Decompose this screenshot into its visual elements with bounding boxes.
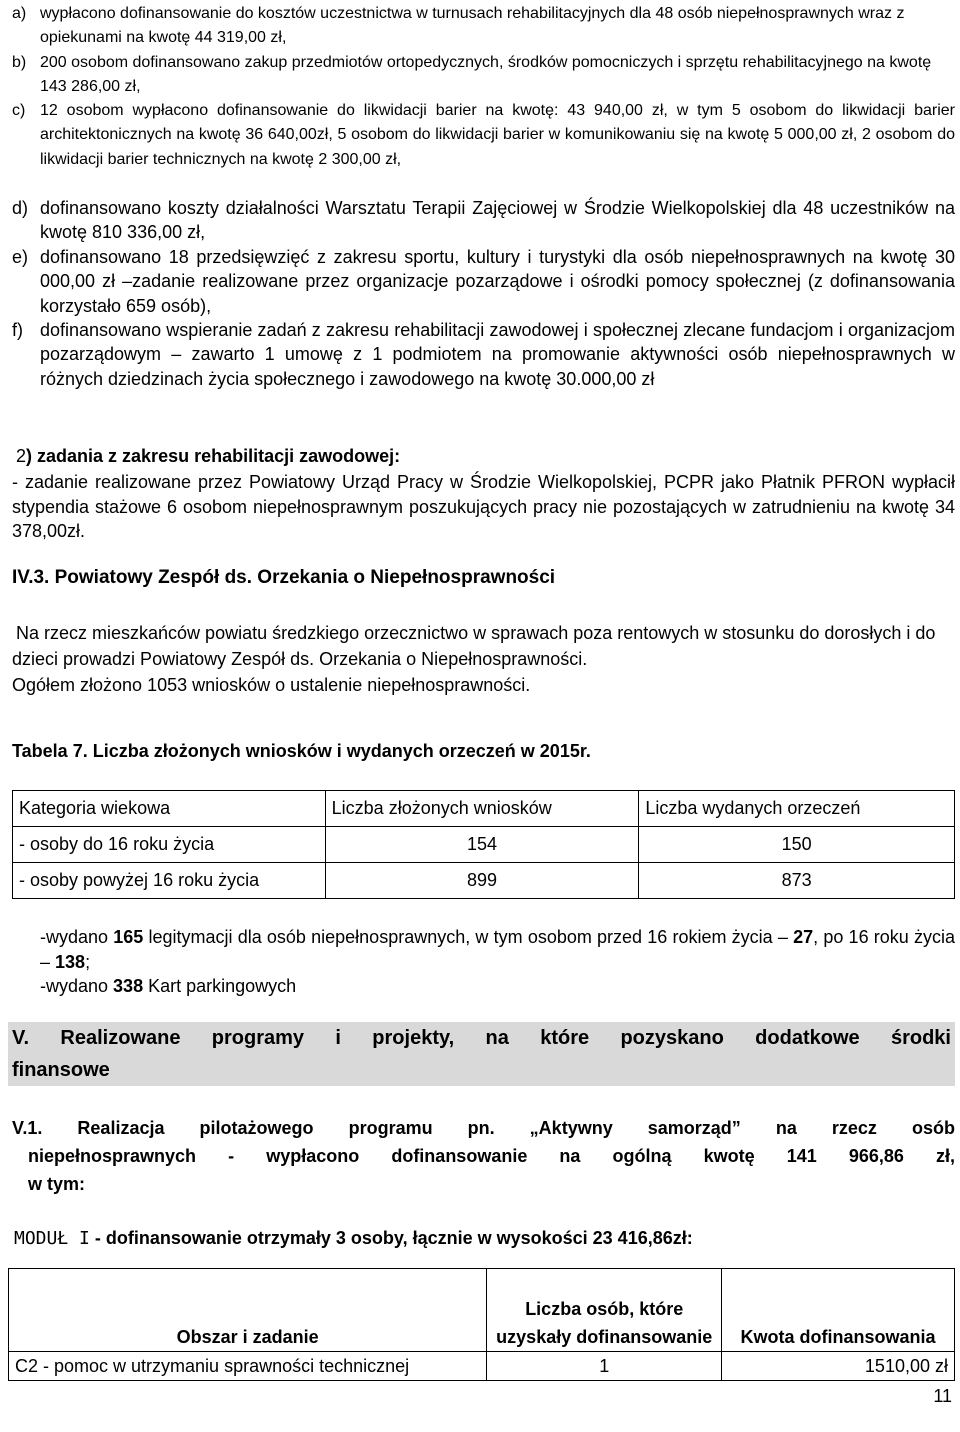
list-item-c — [0, 99, 955, 172]
section-v1-line3: w tym: — [28, 1174, 86, 1194]
text-run: legitymacji dla osób niepełnosprawnych, w tym osobom przed 16 rokiem życia – — [143, 927, 788, 947]
parking-cards-line — [40, 974, 955, 999]
count-parking-cards: 338 — [113, 976, 144, 997]
list-item-f — [0, 318, 955, 391]
legitimations-note — [40, 925, 955, 999]
table-header-cell: Liczba złożonych wniosków — [325, 791, 639, 827]
paragraph-pzo-line1: Na rzecz mieszkańców powiatu średzkiego orzecznictwo w sprawach poza rentowych w stosunku do dorosłych i do dzieci prowadzi Powiatowy Zespół ds. Orzekania o Niepełnosprawności. — [12, 623, 936, 669]
table-7-caption: Tabela 7. Liczba złożonych wniosków i wydanych orzeczeń w 2015r. — [12, 741, 591, 761]
list-label: c) — [12, 102, 26, 120]
module-name: MODUŁ I — [14, 1228, 90, 1249]
table-cell: 154 — [325, 827, 639, 863]
list-item-a — [0, 2, 955, 51]
heading-iv3: IV.3. Powiatowy Zespół ds. Orzekania o Niepełnosprawności — [12, 567, 556, 588]
list-text: dofinansowano koszty działalności Warsztatu Terapii Zajęciowej w Środzie Wielkopolskiej dla 48 uczestników na kwotę 810 336,00 zł, — [40, 198, 955, 243]
table-header-row — [9, 1269, 955, 1352]
section-2 — [12, 444, 955, 543]
section-v1-line1: V.1. Realizacja pilotażowego programu pn. „Aktywny samorząd” na rzecz osób — [12, 1118, 955, 1138]
table-row — [13, 827, 955, 863]
text-run: Kart parkingowych — [143, 976, 297, 997]
list-ac — [0, 2, 955, 172]
list-text: 200 osobom dofinansowano zakup przedmiotów ortopedycznych, środków pomocniczych i sprzętu rehabilitacyjnego na kwotę 143 286,00 zł, — [40, 53, 932, 95]
list-label: f) — [12, 320, 23, 341]
table-header-cell: Liczba osób, które uzyskały dofinansowanie — [487, 1269, 722, 1352]
list-df — [0, 196, 955, 391]
table-cell: 1 — [487, 1352, 722, 1381]
table-cell: 899 — [325, 863, 639, 899]
page-number: 11 — [933, 1386, 952, 1406]
paragraph-pzo — [12, 620, 955, 698]
list-label: a) — [12, 5, 27, 22]
module-table — [8, 1268, 955, 1381]
section-v-heading — [8, 1022, 955, 1086]
legitimations-line — [40, 925, 955, 974]
table-header-cell: Liczba wydanych orzeczeń — [639, 791, 955, 827]
module-heading — [14, 1228, 693, 1249]
section-2-body: - zadanie realizowane przez Powiatowy Urząd Pracy w Środzie Wielkopolskiej, PCPR jako Płatnik PFRON wypłacił stypendia stażowe 6 osobom niepełnosprawnym poszukujących pracy nie pozostających w zatrudnieniu na kwotę 34 378,00zł. — [12, 472, 955, 541]
table-header-cell: Obszar i zadanie — [9, 1269, 487, 1352]
count-under-16: 27 — [793, 927, 814, 947]
list-text: wypłacono dofinansowanie do kosztów uczestnictwa w turnusach rehabilitacyjnych dla 48 osób niepełnosprawnych wraz z opiekunami na kwotę 44 319,00 zł, — [40, 5, 905, 47]
paragraph-pzo-line2: Ogółem złożono 1053 wniosków o ustalenie niepełnosprawności. — [12, 675, 531, 695]
section-v-line2: finansowe — [12, 1059, 110, 1081]
list-item-b — [0, 51, 955, 100]
list-text: dofinansowano wspieranie zadań z zakresu rehabilitacji zawodowej i społecznej zlecane fundacjom i organizacjom pozarządowym – zawarto 1 umowę z 1 podmiotem na promowanie aktywności osób niepełnosprawnych w różnych dziedzinach życia społecznego i zawodowego na kwotę 30.000,00 zł — [40, 320, 955, 389]
table-cell: - osoby powyżej 16 roku życia — [13, 863, 326, 899]
table-header-cell: Kwota dofinansowania — [722, 1269, 955, 1352]
section-2-heading — [16, 444, 955, 468]
list-item-d — [0, 196, 955, 245]
table-cell: 1510,00 zł — [722, 1352, 955, 1381]
table-7 — [12, 790, 955, 899]
text-run: , po 16 roku życia – — [40, 927, 955, 972]
section-v-line1: V. Realizowane programy i projekty, na które pozyskano dodatkowe środki — [12, 1027, 951, 1049]
text-run: -wydano — [40, 927, 114, 947]
section-2-title: ) zadania z zakresu rehabilitacji zawodowej: — [26, 446, 401, 466]
text-run: -wydano — [40, 976, 114, 997]
list-text: 12 osobom wypłacono dofinansowanie do likwidacji barier na kwotę: 43 940,00 zł, w tym 5 osobom do likwidacji barier architektonicznych na kwotę 36 640,00zł, 5 osobom do likwidacji barier w komunikowaniu się na kwotę 5 000,00 zł, 2 osobom do likwidacji barier technicznych na kwotę 2 300,00 zł, — [40, 102, 955, 168]
section-v1-line2: niepełnosprawnych - wypłacono dofinansowanie na ogólną kwotę 141 966,86 zł, — [28, 1146, 955, 1166]
table-row — [13, 863, 955, 899]
table-cell: 873 — [639, 863, 955, 899]
count-legitimations: 165 — [113, 927, 144, 947]
list-label: d) — [12, 198, 29, 218]
table-cell: - osoby do 16 roku życia — [13, 827, 326, 863]
list-label: b) — [12, 53, 27, 71]
module-text: - dofinansowanie otrzymały 3 osoby, łącznie w wysokości 23 416,86zł: — [89, 1228, 693, 1248]
count-over-16: 138 — [55, 951, 86, 972]
table-row — [9, 1352, 955, 1381]
list-text: dofinansowano 18 przedsięwzięć z zakresu sportu, kultury i turystyki dla osób niepełnosprawnych na kwotę 30 000,00 zł –zadanie realizowane przez organizacje pozarządowe i ośrodki pomocy społecznej (z dofinansowania korzystało 659 osób), — [40, 246, 955, 316]
table-header-row — [13, 791, 955, 827]
table-cell: 150 — [639, 827, 955, 863]
table-cell: C2 - pomoc w utrzymaniu sprawności technicznej — [9, 1352, 487, 1381]
list-item-e — [0, 245, 955, 318]
section-2-number: 2 — [16, 446, 27, 466]
list-label: e) — [12, 246, 29, 267]
text-run: ; — [85, 951, 91, 972]
section-v1-heading — [12, 1114, 955, 1198]
table-header-cell: Kategoria wiekowa — [13, 791, 326, 827]
